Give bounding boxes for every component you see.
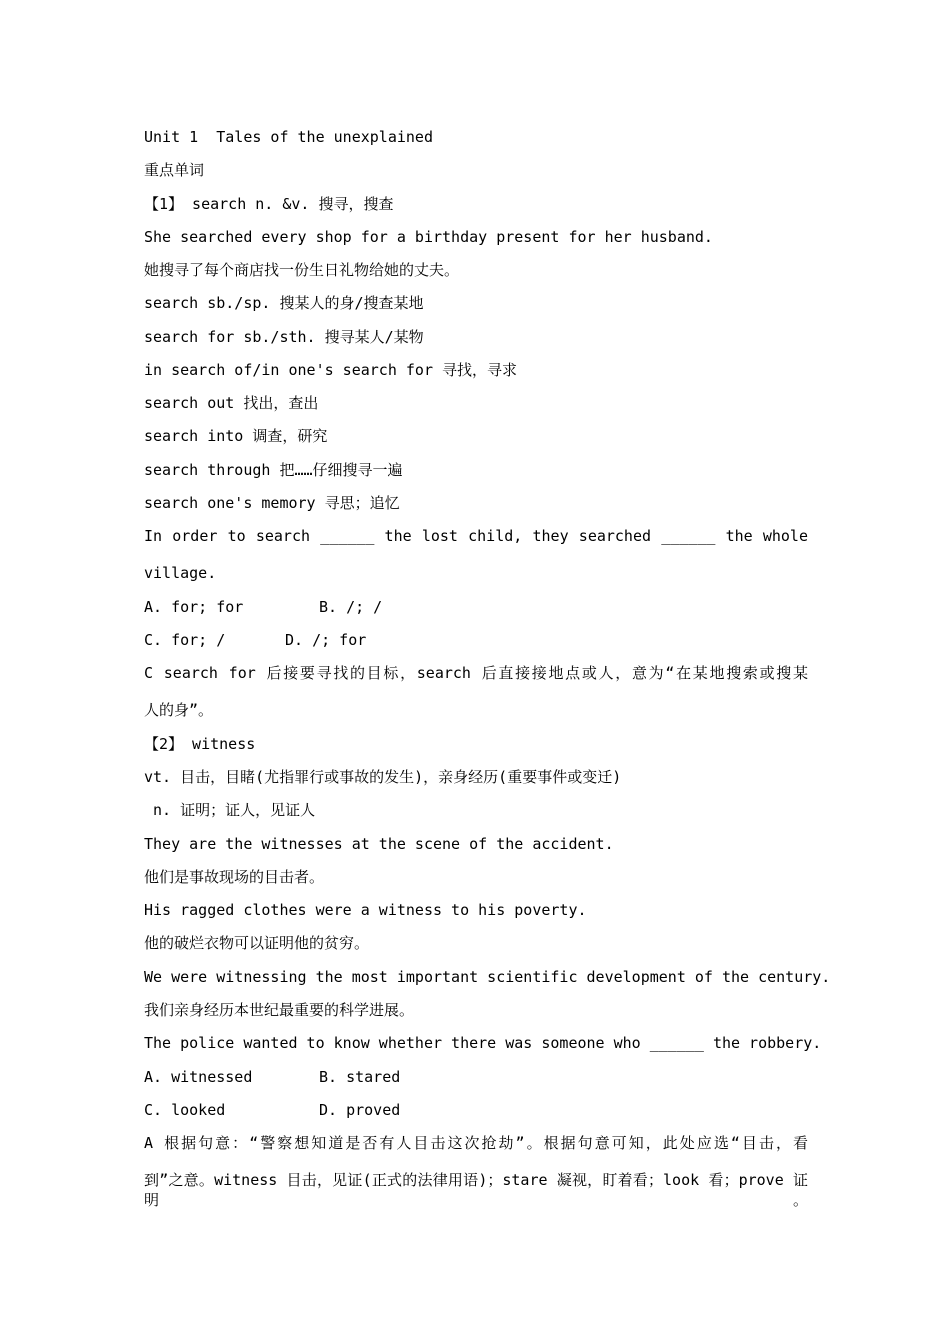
option-b: B. stared [319, 1068, 401, 1086]
option-b: B. /; / [319, 598, 383, 616]
example-sentence-en: They are the witnesses at the scene of the accident. [144, 835, 614, 853]
phrase-item: search out 找出，查出 [144, 394, 319, 412]
word-heading-search: 【1】 search n. &v. 搜寻，搜查 [144, 195, 394, 213]
option-a: A. witnessed [144, 1068, 253, 1086]
answer-explanation: A 根据句意：“警察想知道是否有人目击这次抢劫”。根据句意可知，此处应选“目击，看 [144, 1134, 808, 1152]
option-a: A. for; for [144, 598, 244, 616]
example-sentence-en: We were witnessing the most important scientific development of the century. [144, 968, 831, 986]
phrase-item: search for sb./sth. 搜寻某人/某物 [144, 328, 424, 346]
example-sentence-en: She searched every shop for a birthday present for her husband. [144, 228, 713, 246]
example-sentence-zh: 他们是事故现场的目击者。 [144, 868, 325, 886]
exercise-question: In order to search ______ the lost child, they searched ______ the whole [144, 527, 808, 545]
example-sentence-zh: 我们亲身经历本世纪最重要的科学进展。 [144, 1001, 415, 1019]
example-sentence-en: His ragged clothes were a witness to his poverty. [144, 901, 587, 919]
answer-explanation-continued: 到”之意。witness 目击，见证(正式的法律用语)；stare 凝视，盯着看；look 看；prove 证明。 [144, 1171, 808, 1209]
section-heading: 重点单词 [144, 161, 205, 179]
option-c: C. for; / [144, 631, 226, 649]
answer-explanation: C search for 后接要寻找的目标，search 后直接接地点或人，意为“在某地搜索或搜某 [144, 664, 808, 682]
unit-title: Unit 1 Tales of the unexplained [144, 128, 433, 146]
option-c: C. looked [144, 1101, 226, 1119]
word-heading-witness: 【2】 witness [144, 735, 256, 753]
example-sentence-zh: 他的破烂衣物可以证明他的贫穷。 [144, 934, 370, 952]
phrase-item: search into 调查，研究 [144, 427, 328, 445]
option-d: D. proved [319, 1101, 401, 1119]
phrase-item: search sb./sp. 搜某人的身/搜查某地 [144, 294, 424, 312]
phrase-item: search one's memory 寻思；追忆 [144, 494, 400, 512]
phrase-item: in search of/in one's search for 寻找，寻求 [144, 361, 518, 379]
definition-noun: n. 证明；证人，见证人 [144, 801, 316, 819]
option-d: D. /; for [285, 631, 367, 649]
example-sentence-zh: 她搜寻了每个商店找一份生日礼物给她的丈夫。 [144, 261, 460, 279]
phrase-item: search through 把……仔细搜寻一遍 [144, 461, 403, 479]
answer-explanation-continued: 人的身”。 [144, 701, 214, 719]
definition-verb: vt. 目击，目睹(尤指罪行或事故的发生)，亲身经历(重要事件或变迁) [144, 768, 622, 786]
exercise-question: The police wanted to know whether there was someone who ______ the robbery. [144, 1034, 822, 1052]
exercise-question-continued: village. [144, 564, 217, 582]
